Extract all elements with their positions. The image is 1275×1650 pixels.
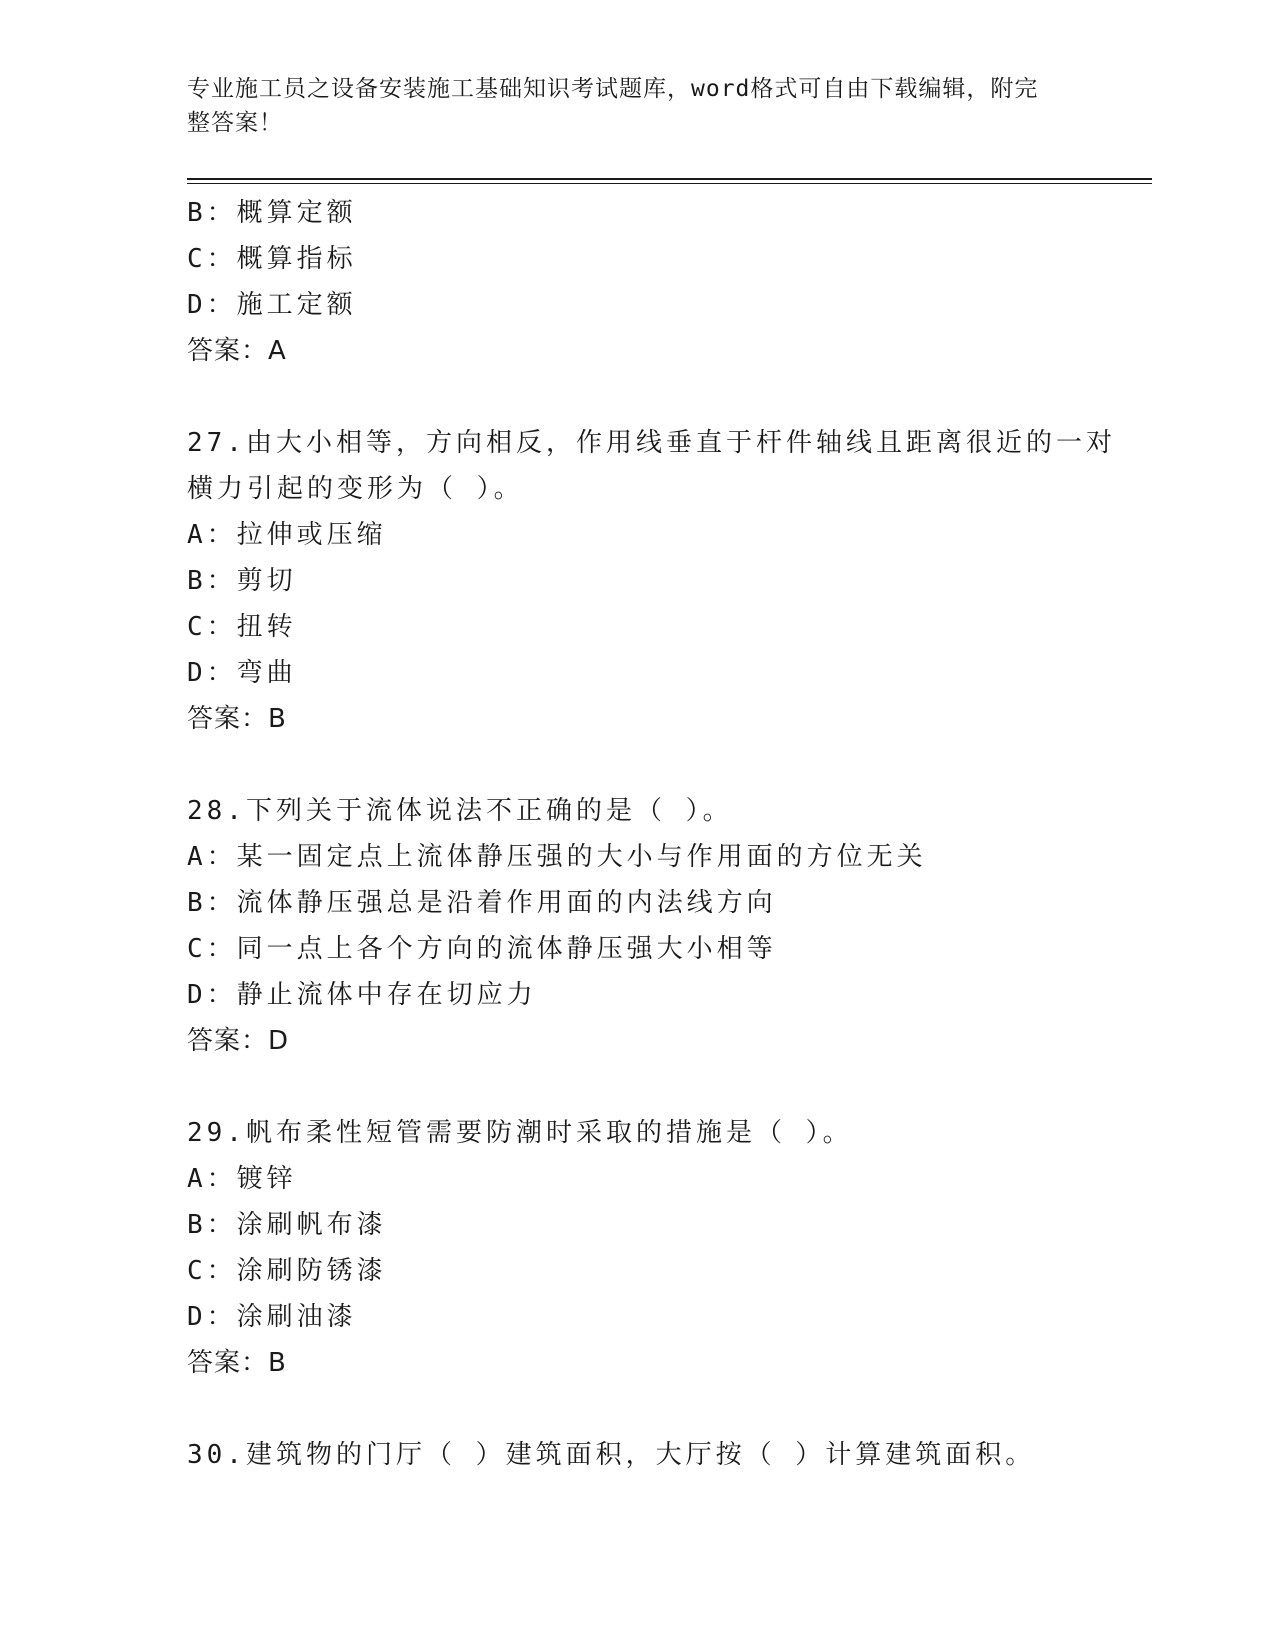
option-c: C：同一点上各个方向的流体静压强大小相等 — [187, 934, 777, 964]
option-b: B：涂刷帆布漆 — [187, 1210, 387, 1240]
option-a: A：拉伸或压缩 — [187, 520, 387, 550]
option-b: B：概算定额 — [187, 198, 357, 228]
question-block-28 — [187, 788, 1087, 1064]
option-d: D：涂刷油漆 — [187, 1302, 357, 1332]
option-b: B：剪切 — [187, 566, 297, 596]
question-text-line-2: 横力引起的变形为（ ）。 — [187, 474, 524, 504]
option-c: C：涂刷防锈漆 — [187, 1256, 387, 1286]
document-header — [187, 72, 1067, 140]
answer-line: 答案：B — [187, 704, 287, 734]
header-divider-thin — [187, 183, 1152, 184]
option-c: C：扭转 — [187, 612, 297, 642]
option-a: A：某一固定点上流体静压强的大小与作用面的方位无关 — [187, 842, 927, 872]
option-a: A：镀锌 — [187, 1164, 297, 1194]
question-text-line-1: 27.由大小相等，方向相反，作用线垂直于杆件轴线且距离很近的一对 — [187, 428, 1116, 458]
answer-line: 答案：B — [187, 1348, 287, 1378]
question-block-27 — [187, 420, 1116, 742]
header-line-1: 专业施工员之设备安装施工基础知识考试题库，word格式可自由下载编辑，附完 — [187, 76, 1039, 102]
header-divider-thick — [187, 178, 1152, 180]
option-d: D：静止流体中存在切应力 — [187, 980, 537, 1010]
question-block-26 — [187, 190, 1087, 374]
answer-line: 答案：A — [187, 336, 287, 366]
option-c: C：概算指标 — [187, 244, 357, 274]
question-text-line-1: 30.建筑物的门厅（ ）建筑面积，大厅按（ ）计算建筑面积。 — [187, 1440, 1036, 1470]
question-text-line-1: 29.帆布柔性短管需要防潮时采取的措施是（ ）。 — [187, 1118, 853, 1148]
question-block-29 — [187, 1110, 1087, 1386]
question-list — [187, 190, 1116, 1478]
question-block-30 — [187, 1432, 1087, 1478]
header-line-2: 整答案！ — [187, 110, 283, 136]
question-text-line-1: 28.下列关于流体说法不正确的是（ ）。 — [187, 796, 733, 826]
option-d: D：施工定额 — [187, 290, 357, 320]
option-b: B：流体静压强总是沿着作用面的内法线方向 — [187, 888, 777, 918]
answer-line: 答案：D — [187, 1026, 290, 1056]
option-d: D：弯曲 — [187, 658, 297, 688]
